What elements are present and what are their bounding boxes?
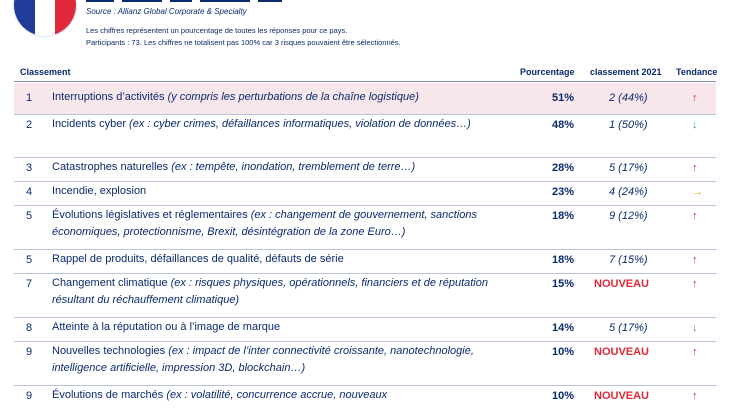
cut-off-title — [86, 0, 306, 2]
column-header-rank-2021: classement 2021 — [590, 67, 662, 77]
risk-label — [52, 116, 512, 133]
source-line: Source : Allianz Global Corporate & Specialty — [86, 7, 247, 16]
risk-name: Incendie, explosion — [52, 185, 147, 197]
table-row — [14, 182, 716, 206]
risk-name: Rappel de produits, défaillances de qualité, défauts de série — [52, 253, 344, 265]
percentage-value: 23% — [552, 186, 575, 198]
rank-number: 5 — [26, 210, 33, 222]
note-percentages: Les chiffres représentent un pourcentage de toutes les réponses pour ce pays. — [86, 26, 348, 35]
rank-2021-value: 5 (17%) — [609, 162, 648, 174]
percentage-value: 51% — [552, 92, 575, 104]
column-header-percentage: Pourcentage — [520, 67, 575, 77]
arrow-down-icon: ↓ — [692, 119, 698, 131]
table-row — [14, 158, 716, 182]
table-row — [14, 342, 716, 386]
risk-examples: (ex : risques physiques, opérationnels, financiers et de réputation résultant du réchauffement climatique) — [52, 277, 488, 306]
risk-label — [52, 159, 512, 176]
rank-number: 9 — [26, 346, 33, 358]
risk-examples: (ex : cyber crimes, défaillances informatiques, violation de données…) — [129, 118, 471, 130]
rank-number: 5 — [26, 254, 33, 266]
rank-number: 8 — [26, 322, 33, 334]
table-row — [14, 386, 716, 416]
rank-number: 7 — [26, 278, 33, 290]
percentage-value: 10% — [552, 346, 575, 358]
arrow-up-icon: ↑ — [692, 346, 698, 358]
percentage-value: 15% — [552, 278, 575, 290]
risk-label — [52, 89, 512, 106]
arrow-down-icon: ↓ — [692, 322, 698, 334]
arrow-up-icon: ↑ — [692, 278, 698, 290]
arrow-up-icon: ↑ — [692, 254, 698, 266]
percentage-value: 10% — [552, 390, 575, 402]
table-row — [14, 83, 716, 115]
rank-2021-value: 2 (44%) — [609, 92, 648, 104]
table-row — [14, 206, 716, 250]
rank-2021-value: 5 (17%) — [609, 322, 648, 334]
risk-examples: (ex : changement de gouvernement, sanctions économiques, protectionnisme, Brexit, désintégration de la zone Euro…) — [52, 209, 477, 238]
percentage-value: 14% — [552, 322, 575, 334]
percentage-value: 48% — [552, 119, 575, 131]
rank-2021-value: NOUVEAU — [594, 346, 650, 358]
arrow-up-icon: ↑ — [692, 210, 698, 222]
risk-label — [52, 343, 512, 377]
rank-number: 4 — [26, 186, 33, 198]
table-row — [14, 250, 716, 274]
risk-name: Évolutions législatives et réglementaires — [52, 209, 251, 221]
arrow-up-icon: ↑ — [692, 162, 698, 174]
rank-2021-value: 4 (24%) — [609, 186, 648, 198]
risk-examples: (ex : volatilité, concurrence accrue, nouveaux — [166, 389, 388, 401]
percentage-value: 28% — [552, 162, 575, 174]
percentage-value: 18% — [552, 210, 575, 222]
table-row — [14, 318, 716, 342]
risk-label — [52, 387, 512, 404]
rank-number: 2 — [26, 119, 33, 131]
table-row — [14, 115, 716, 158]
risk-label — [52, 183, 512, 200]
risk-label — [52, 319, 512, 336]
arrow-up-icon: ↑ — [692, 390, 698, 402]
rank-2021-value: 7 (15%) — [609, 254, 648, 266]
risk-name: Nouvelles technologies — [52, 345, 169, 357]
rank-2021-value: NOUVEAU — [594, 278, 650, 290]
rank-2021-value: 9 (12%) — [609, 210, 648, 222]
risk-label — [52, 275, 512, 309]
risk-name: Évolutions de marchés — [52, 389, 167, 401]
risk-name: Catastrophes naturelles — [52, 161, 172, 173]
risk-label — [52, 251, 512, 268]
column-header-rank: Classement — [20, 67, 71, 77]
column-header-trend: Tendance — [676, 67, 718, 77]
risk-examples: (ex : impact de l’inter connectivité croissante, nanotechnologie, intelligence artificielle, impression 3D, blockchain…) — [52, 345, 474, 374]
risk-name: Changement climatique — [52, 277, 171, 289]
rank-2021-value: NOUVEAU — [594, 390, 650, 402]
risk-examples: (y compris les perturbations de la chaîne logistique) — [167, 91, 419, 103]
risk-examples: (ex : tempête, inondation, tremblement de terre…) — [171, 161, 416, 173]
arrow-up-icon: ↑ — [692, 92, 698, 104]
rank-number: 9 — [26, 390, 33, 402]
rank-number: 3 — [26, 162, 33, 174]
rank-number: 1 — [26, 92, 33, 104]
table-row — [14, 274, 716, 318]
risk-name: Interruptions d’activités — [52, 91, 168, 103]
risk-name: Atteinte à la réputation ou à l’image de marque — [52, 321, 281, 333]
header-rule — [14, 81, 716, 82]
arrow-right-icon: → — [692, 186, 703, 198]
percentage-value: 18% — [552, 254, 575, 266]
risk-label — [52, 207, 512, 241]
france-flag-icon — [14, 0, 76, 36]
rank-2021-value: 1 (50%) — [609, 119, 648, 131]
note-participants: Participants : 73. Les chiffres ne totalisent pas 100% car 3 risques pouvaient être sélectionnés. — [86, 38, 401, 47]
risk-name: Incidents cyber — [52, 118, 130, 130]
